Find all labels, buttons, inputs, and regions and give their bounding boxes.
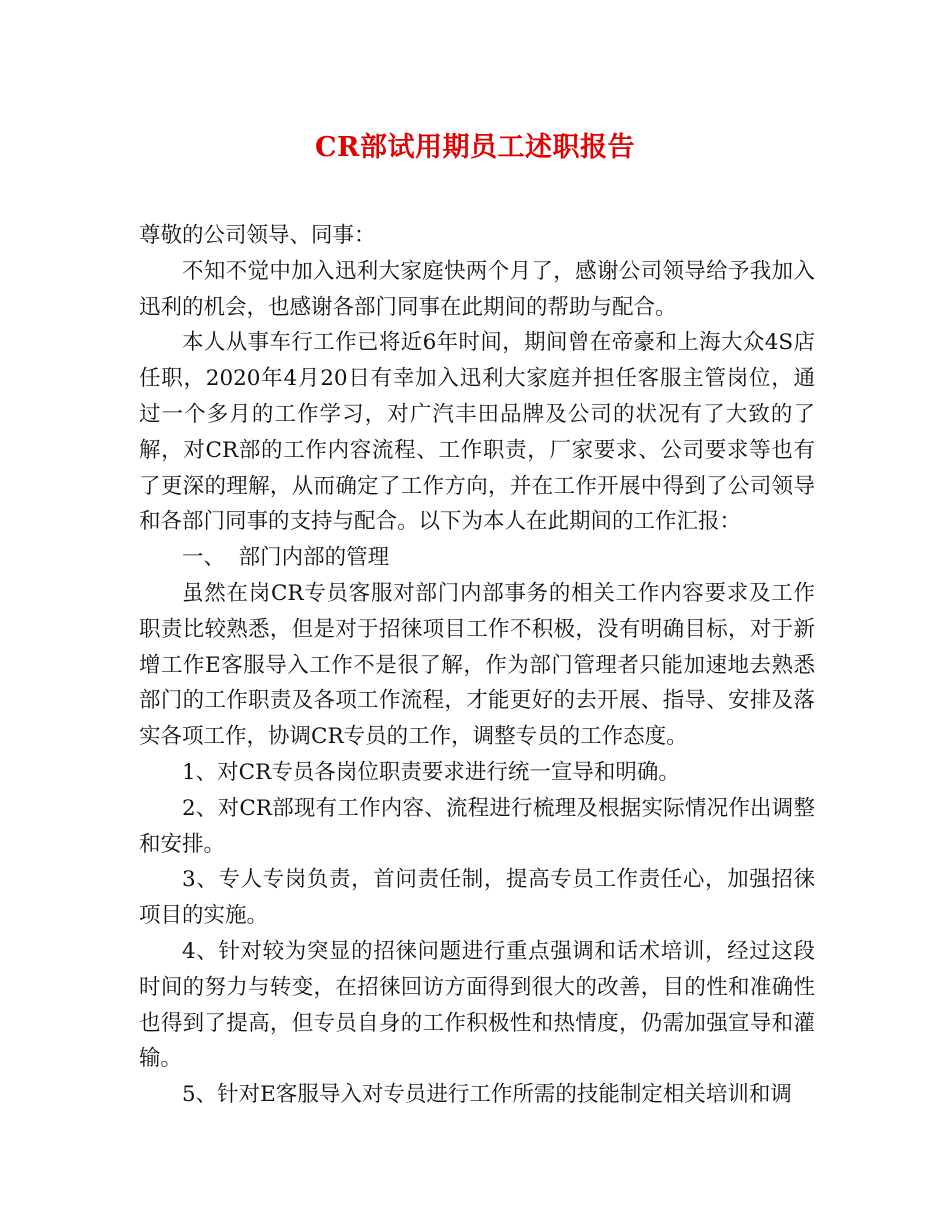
paragraph-management: 虽然在岗CR专员客服对部门内部事务的相关工作内容要求及工作职责比较熟悉，但是对于招徕项目工作不积极，没有明确目标，对于新增工作E客服导入工作不是很了解，作为部门管理者只能加速地去熟悉部门的工作职责及各项工作流程，才能更好的去开展、指导、安排及落实各项工作，协调CR专员的工作，调整专员的工作态度。 xyxy=(139,580,815,750)
list-item: 1、对CR专员各岗位职责要求进行统一宣导和明确。 xyxy=(182,759,680,785)
paragraph-background: 本人从事车行工作已将近6年时间，期间曾在帝豪和上海大众4S店任职，2020年4月20日有幸加入迅利大家庭并担任客服主管岗位，通过一个多月的工作学习，对广汽丰田品牌及公司的状况有了大致的了解，对CR部的工作内容流程、工作职责，厂家要求、公司要求等也有了更深的理解，从而确定了工作方向，并在工作开展中得到了公司领导和各部门同事的支持与配合。以下为本人在此期间的工作汇报： xyxy=(139,330,815,535)
salutation: 尊敬的公司领导、同事： xyxy=(139,223,376,248)
list-item: 2、对CR部现有工作内容、流程进行梳理及根据实际情况作出调整和安排。 xyxy=(139,795,815,857)
document-body xyxy=(139,218,815,1113)
list-item: 3、专人专岗负责，首问责任制，提高专员工作责任心，加强招徕项目的实施。 xyxy=(139,867,815,929)
list-item: 4、针对较为突显的招徕问题进行重点强调和话术培训，经过这段时间的努力与转变，在招徕回访方面得到很大的改善，目的性和准确性也得到了提高，但专员自身的工作积极性和热情度，仍需加强宣导和灌输。 xyxy=(139,938,815,1072)
section-heading: 一、 部门内部的管理 xyxy=(182,545,390,571)
list-item: 5、针对E客服导入对专员进行工作所需的技能制定相关培训和调 xyxy=(182,1082,792,1108)
document-title: CR部试用期员工述职报告 xyxy=(315,132,635,163)
paragraph-intro: 不知不觉中加入迅利大家庭快两个月了，感谢公司领导给予我加入迅利的机会，也感谢各部门同事在此期间的帮助与配合。 xyxy=(139,258,815,320)
